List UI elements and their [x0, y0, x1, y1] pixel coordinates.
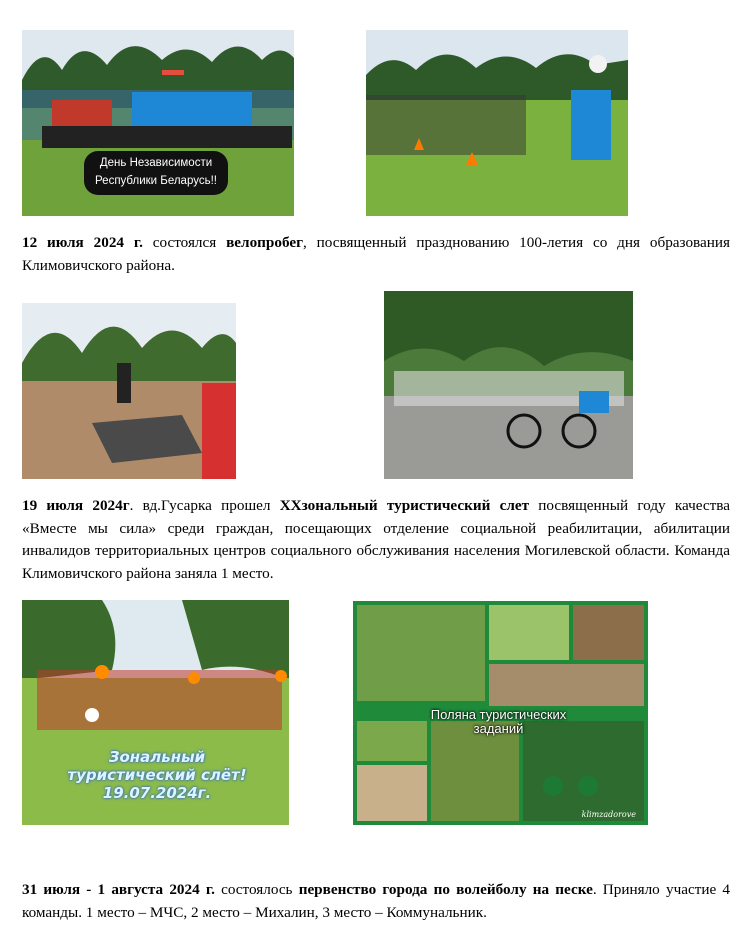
- paragraph-velorun: [22, 232, 730, 277]
- collage-caption-line2: заданий: [473, 721, 524, 736]
- para1-text-b: , посвященный празднованию 100-летия со дня образования Климовичского района.: [22, 234, 730, 274]
- paragraph-volleyball: [22, 879, 730, 924]
- photo-rally-group: [22, 600, 289, 825]
- para2-date: 19 июля 2024г: [22, 497, 130, 514]
- paragraph-tourist-rally: [22, 495, 730, 585]
- collage-caption-line1: Поляна туристических: [430, 707, 567, 722]
- rally-caption-line1: Зональный: [108, 748, 206, 766]
- para3-date: 31 июля - 1 августа 2024 г.: [22, 881, 215, 898]
- rally-caption-line2: туристический слёт!: [67, 766, 247, 784]
- para2-text-b: посвященный году качества «Вместе мы сила» среди граждан, посещающих отделение социальной реабилитации, абилитации инвалидов территориальных центров социального обслуживания населения Могилевской области. Команда Климовичского района заняла 1 место.: [22, 497, 730, 582]
- photo-caption-overlay: День Независимости Республики Беларусь!!: [84, 151, 228, 195]
- collage-caption: [391, 708, 606, 736]
- photo-tasks-collage: [353, 601, 648, 825]
- photo-cyclists: [384, 291, 633, 479]
- photo-memorial: [22, 303, 236, 479]
- para1-event: велопробег: [226, 234, 303, 251]
- rally-caption-line3: 19.07.2024г.: [102, 784, 212, 802]
- rally-photo-caption: [42, 748, 272, 802]
- para2-text-a: . вд.Гусарка прошел: [129, 497, 280, 514]
- collage-watermark: klimzadorove: [581, 810, 636, 819]
- para2-event: XXзональный туристический слет: [279, 497, 530, 514]
- photo-ball-game: [366, 30, 628, 216]
- para3-event: первенство города по волейболу на песке: [298, 881, 593, 898]
- para1-date: 12 июля 2024 г.: [22, 234, 143, 251]
- para3-text-a: состоялось: [214, 881, 299, 898]
- para1-text-a: состоялся: [142, 234, 227, 251]
- para3-text-b: . Приняло участие 4 команды. 1 место – МЧС, 2 место – Михалин, 3 место – Коммунальник.: [22, 881, 730, 921]
- photo-independence-day-group: [22, 30, 294, 216]
